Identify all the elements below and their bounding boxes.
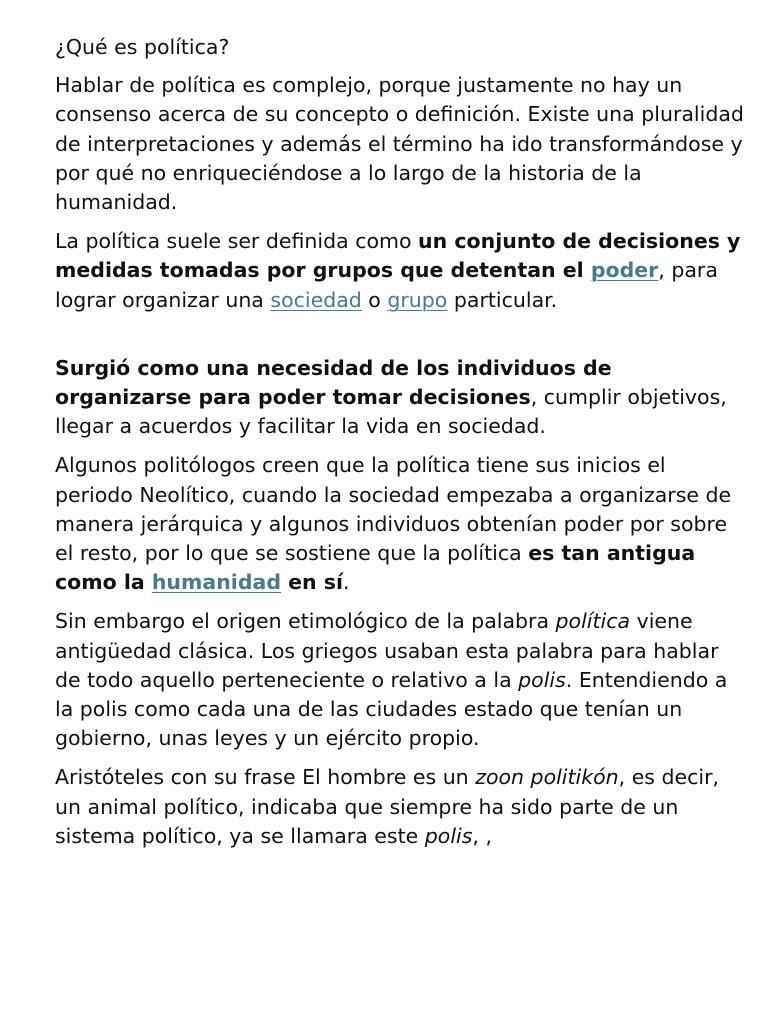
document-body bbox=[55, 33, 745, 861]
text-segment: Aristóteles con su frase El hombre es un bbox=[55, 765, 476, 790]
paragraph-origin bbox=[55, 354, 745, 442]
text-segment: Sin embargo el origen etimológico de la palabra bbox=[55, 609, 556, 634]
text-segment: , , bbox=[472, 823, 492, 848]
link-humanidad[interactable]: humanidad bbox=[151, 570, 282, 595]
bold-segment: un conjunto de decisiones y medidas tomadas por grupos que detentan el bbox=[55, 229, 741, 283]
bold-segment: en sí bbox=[281, 570, 344, 595]
italic-segment: política bbox=[555, 609, 631, 634]
italic-segment: polis bbox=[424, 823, 473, 848]
text-segment: particular. bbox=[447, 287, 558, 312]
page-title: ¿Qué es política? bbox=[55, 35, 230, 59]
paragraph-neolithic bbox=[55, 451, 745, 597]
text-segment: , para lograr organizar una bbox=[55, 258, 718, 312]
bold-segment: es tan antigua como la bbox=[55, 541, 696, 595]
text-segment: viene antigüedad clásica. Los griegos usaban esta palabra para hablar de todo aquello perteneciente o relativo a la bbox=[55, 609, 719, 692]
text-segment: La política suele ser definida como bbox=[55, 229, 419, 254]
italic-segment: zoon politikón bbox=[475, 765, 619, 790]
text-segment: , cumplir objetivos, llegar a acuerdos y facilitar la vida en sociedad. bbox=[55, 385, 727, 439]
paragraph-intro: Hablar de política es complejo, porque justamente no hay un consenso acerca de su concepto o definición. Existe una pluralidad de interpretaciones y además el término ha ido transformándose y por qué no enriqueciéndose a lo largo de la historia de la humanidad. bbox=[55, 73, 744, 215]
link-poder[interactable]: poder bbox=[590, 258, 659, 283]
text-segment: Algunos politólogos creen que la política tiene sus inicios el periodo Neolítico, cuando la sociedad empezaba a organizarse de manera jerárquica y algunos individuos obtenían poder por sobre el resto, por lo que se sostiene que la política bbox=[55, 453, 732, 566]
text-segment: . Entendiendo a la polis como cada una de las ciudades estado que tenían un gobierno, unas leyes y un ejército propio. bbox=[55, 667, 728, 751]
text-segment: , es decir, un animal político, indicaba que siempre ha sido parte de un sistema político, ya se llamara este bbox=[55, 765, 720, 848]
italic-segment: polis bbox=[518, 667, 566, 692]
text-segment: o bbox=[361, 287, 388, 312]
paragraph-definition bbox=[55, 227, 745, 315]
link-grupo[interactable]: grupo bbox=[387, 287, 448, 312]
paragraph-etymology bbox=[55, 607, 745, 753]
link-sociedad[interactable]: sociedad bbox=[270, 287, 362, 312]
bold-segment: Surgió como una necesidad de los individuos de organizarse para poder tomar decisiones bbox=[55, 355, 612, 410]
text-segment: . bbox=[343, 570, 350, 595]
paragraph-aristotle bbox=[55, 763, 745, 851]
